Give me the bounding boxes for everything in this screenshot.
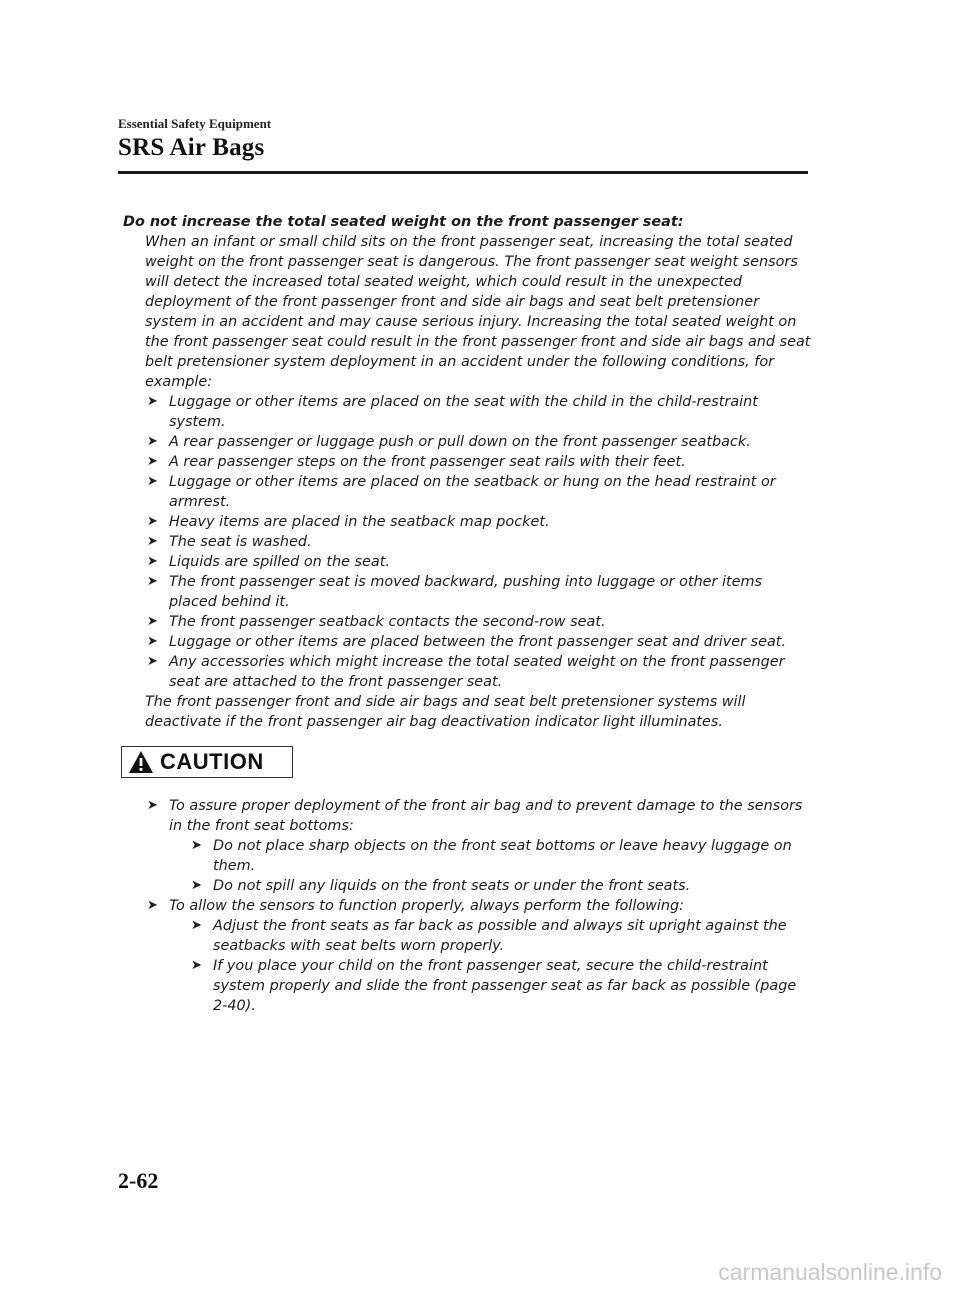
list-item: ➤ Luggage or other items are placed on the seat with the child in the child-restraint system. [147,394,758,430]
list-item: ➤ To allow the sensors to function properly, always perform the following: ➤ Adjust the front seats as far back as possible and always sit upright against the seatbacks with seat belts worn properly. ➤ If you place your child on the front passenger seat, secure the child-restraint system properly and slide the front passenger seat as far back as possible (page 2-40). [145,896,813,1016]
list-item: ➤ The front passenger seat is moved backward, pushing into luggage or other items placed behind it. [147,574,763,610]
arrowhead-bullet-icon: ➤ [147,798,158,813]
list-item: ➤ The seat is washed. [147,534,312,550]
arrowhead-bullet-icon: ➤ [191,838,202,853]
caution-label: CAUTION [160,749,264,774]
list-item: ➤ A rear passenger steps on the front passenger seat rails with their feet. [147,454,686,470]
arrowhead-bullet-icon: ➤ [147,394,158,409]
caution-sublist [169,836,813,896]
condition-list [123,392,813,692]
arrowhead-bullet-icon: ➤ [147,654,158,669]
title-divider [118,171,808,174]
list-item: ➤ Any accessories which might increase the total seated weight on the front passenger seat are attached to the front passenger seat. [147,654,785,690]
list-item: ➤ Luggage or other items are placed on the seatback or hung on the head restraint or armrest. [147,474,776,510]
arrowhead-bullet-icon: ➤ [147,574,158,589]
arrowhead-bullet-icon: ➤ [191,878,202,893]
body-content [123,212,813,1016]
warning-triangle-icon [128,750,154,774]
arrowhead-bullet-icon: ➤ [147,554,158,569]
arrowhead-bullet-icon: ➤ [191,918,202,933]
list-item: ➤ To assure proper deployment of the front air bag and to prevent damage to the sensors in the front seat bottoms: ➤ Do not place sharp objects on the front seat bottoms or leave heavy luggage on them. ➤ Do not spill any liquids on the front seats or under the front seats. [145,796,813,896]
deactivation-note: The front passenger front and side air bags and seat belt pretensioner systems will deactivate if the front passenger air bag deactivation indicator light illuminates. [145,694,746,730]
list-item: ➤ Do not place sharp objects on the front seat bottoms or leave heavy luggage on them. [191,838,792,874]
watermark: carmanualsonline.info [718,1259,942,1285]
arrowhead-bullet-icon: ➤ [147,534,158,549]
caution-list [123,796,813,1016]
list-item: ➤ Luggage or other items are placed between the front passenger seat and driver seat. [147,634,787,650]
arrowhead-bullet-icon: ➤ [147,614,158,629]
list-item: ➤ Do not spill any liquids on the front seats or under the front seats. [191,878,691,894]
arrowhead-bullet-icon: ➤ [147,898,158,913]
list-item: ➤ Liquids are spilled on the seat. [147,554,390,570]
arrowhead-bullet-icon: ➤ [147,634,158,649]
warning-heading: Do not increase the total seated weight on the front passenger seat: [123,214,684,230]
arrowhead-bullet-icon: ➤ [191,958,202,973]
caution-sublist [169,916,813,1016]
list-item: ➤ Heavy items are placed in the seatback map pocket. [147,514,550,530]
page-title: SRS Air Bags [118,134,265,161]
list-item: ➤ Adjust the front seats as far back as possible and always sit upright against the seatbacks with seat belts worn properly. [191,918,787,954]
section-label: Essential Safety Equipment [118,116,272,131]
caution-label-box [121,746,293,778]
list-item: ➤ A rear passenger or luggage push or pull down on the front passenger seatback. [147,434,751,450]
arrowhead-bullet-icon: ➤ [147,434,158,449]
arrowhead-bullet-icon: ➤ [147,474,158,489]
page-number: 2-62 [118,1168,159,1193]
caution-header [121,746,813,780]
arrowhead-bullet-icon: ➤ [147,454,158,469]
list-item: ➤ The front passenger seatback contacts the second-row seat. [147,614,606,630]
warning-intro: When an infant or small child sits on the front passenger seat, increasing the total seated weight on the front passenger seat is dangerous. The front passenger seat weight sensors will detect the increased total seated weight, which could result in the unexpected deployment of the front passenger front and side air bags and seat belt pretensioner system in an accident and may cause serious injury. Increasing the total seated weight on the front passenger seat could result in the front passenger front and side air bags and seat belt pretensioner system deployment in an accident under the following conditions, for example: [145,234,811,390]
arrowhead-bullet-icon: ➤ [147,514,158,529]
list-item: ➤ If you place your child on the front passenger seat, secure the child-restraint system properly and slide the front passenger seat as far back as possible (page 2-40). [191,958,797,1014]
